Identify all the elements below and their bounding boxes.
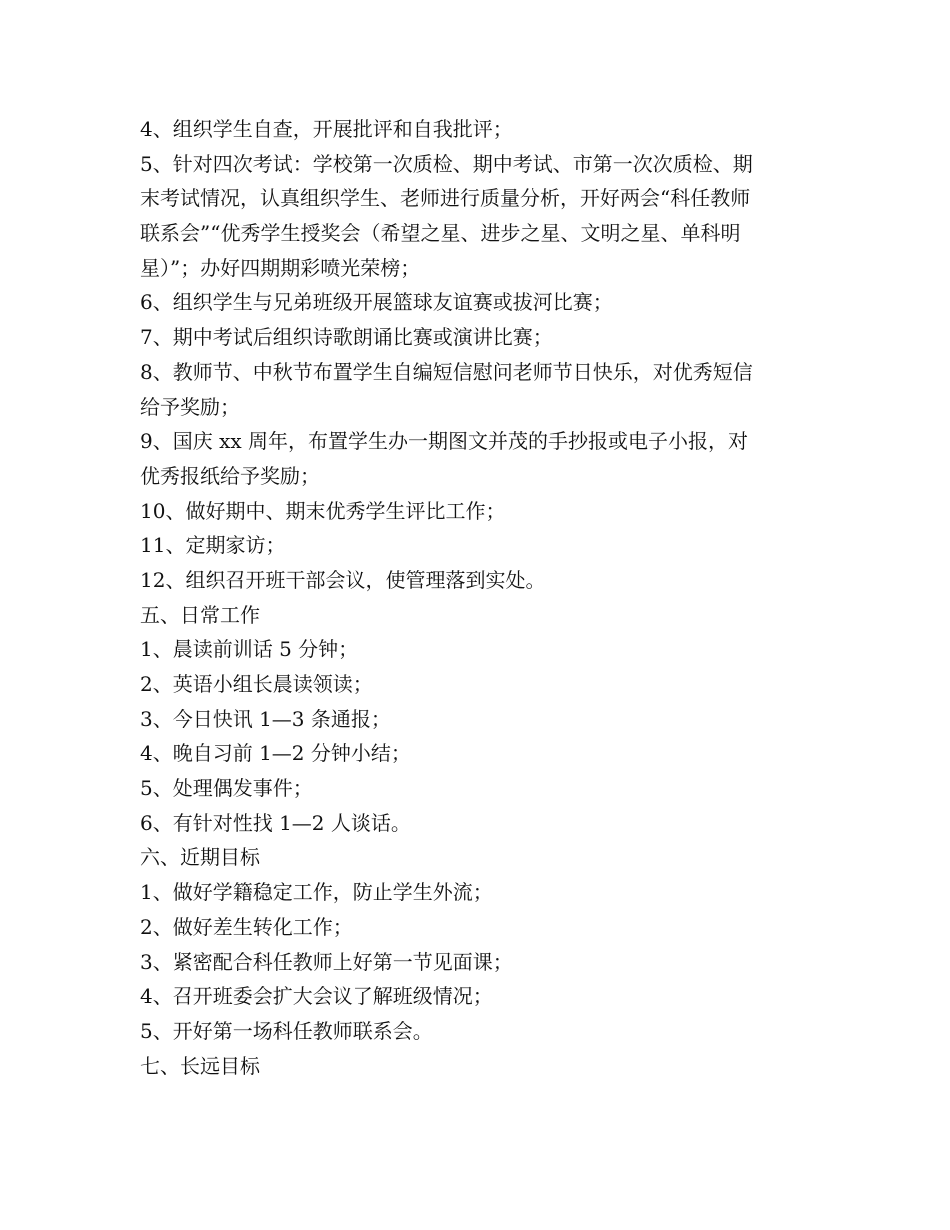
document-body (140, 112, 820, 1083)
text-line: 优秀报纸给予奖励； (140, 463, 320, 488)
text-line: 5、针对四次考试：学校第一次质检、期中考试、市第一次次质检、期 (140, 151, 753, 176)
text-line: 6、有针对性找 1—2 人谈话。 (140, 810, 411, 835)
text-line: 12、组织召开班干部会议，使管理落到实处。 (140, 567, 546, 592)
section-heading: 七、长远目标 (140, 1053, 260, 1078)
text-line: 2、做好差生转化工作； (140, 914, 353, 939)
text-line: 星）”；办好四期期彩喷光荣榜； (140, 255, 421, 280)
text-line: 8、教师节、中秋节布置学生自编短信慰问老师节日快乐，对优秀短信 (140, 359, 753, 384)
text-line: 7、期中考试后组织诗歌朗诵比赛或演讲比赛； (140, 325, 553, 350)
text-line: 1、做好学籍稳定工作，防止学生外流； (140, 880, 493, 905)
section-heading: 六、近期目标 (140, 845, 260, 870)
text-line: 9、国庆 xx 周年，布置学生办一期图文并茂的手抄报或电子小报，对 (140, 429, 748, 454)
text-line: 联系会”“优秀学生授奖会（希望之星、进步之星、文明之星、单科明 (140, 221, 741, 246)
text-line: 末考试情况，认真组织学生、老师进行质量分析，开好两会“科任教师 (140, 186, 751, 211)
text-line: 3、紧密配合科任教师上好第一节见面课； (140, 949, 513, 974)
text-line: 给予奖励； (140, 394, 240, 419)
text-line: 5、开好第一场科任教师联系会。 (140, 1018, 433, 1043)
text-line: 3、今日快讯 1—3 条通报； (140, 706, 391, 731)
text-line: 4、组织学生自查，开展批评和自我批评； (140, 117, 513, 141)
text-line: 11、定期家访； (140, 533, 286, 558)
section-heading: 五、日常工作 (140, 602, 260, 627)
text-line: 4、晚自习前 1—2 分钟小结； (140, 741, 411, 766)
text-line: 10、做好期中、期末优秀学生评比工作； (140, 498, 506, 523)
text-line: 6、组织学生与兄弟班级开展篮球友谊赛或拔河比赛； (140, 290, 613, 315)
text-line: 4、召开班委会扩大会议了解班级情况； (140, 984, 493, 1009)
text-line: 5、处理偶发事件； (140, 776, 313, 801)
text-line: 2、英语小组长晨读领读； (140, 672, 373, 696)
text-line: 1、晨读前训话 5 分钟； (140, 637, 359, 662)
